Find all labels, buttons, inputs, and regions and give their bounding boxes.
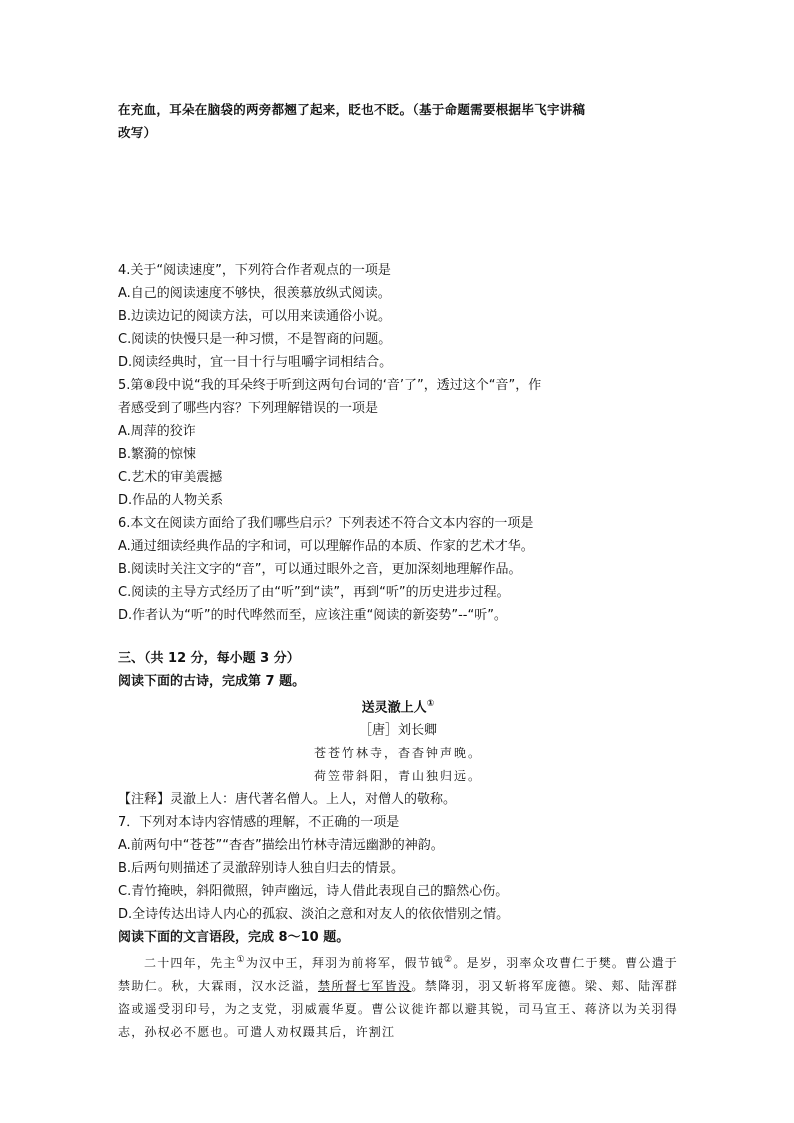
q4-option-b: B.边读边记的阅读方法，可以用来读通俗小说。 <box>118 309 392 324</box>
q7-option-c: C.青竹掩映，斜阳微照，钟声幽远，诗人借此表现自己的黯然心伤。 <box>118 884 509 900</box>
classical-passage <box>118 949 678 1044</box>
passage-part-1: 二十四年，先主 <box>144 956 237 971</box>
q7-option-b: B.后两句则描述了灵澈辞别诗人独自归去的情景。 <box>118 861 405 877</box>
q5-option-d: D.作品的人物关系 <box>118 493 224 508</box>
underlined-sentence: 禁所督七军皆没 <box>318 979 412 994</box>
q7-option-d: D.全诗传达出诗人内心的孤寂、淡泊之意和对友人的依依惜别之情。 <box>118 907 510 923</box>
passage-part-2: 为汉中王，拜羽为前将军，假节钺 <box>245 956 445 971</box>
spacer <box>118 627 678 647</box>
poem-instruction: 阅读下面的古诗，完成第 7 题。 <box>118 674 306 689</box>
poem-author: ［唐］刘长卿 <box>358 723 437 739</box>
poem-title <box>118 693 678 719</box>
top-text-line-2: 改写） <box>118 125 157 140</box>
question-5 <box>118 374 678 512</box>
passage-part-4: 。禁降羽，羽又斩将军庞德。梁、郏、陆浑群盗或遥受羽印号，为之支党，羽威震华夏。曹公议徙许都以避其锐，司马宣王、蒋济以为关羽得志，孙权必不愿也。可遣人劝权蹑其后，许割江 <box>118 979 678 1040</box>
q4-option-a: A.自己的阅读速度不够快，很羡慕放纵式阅读。 <box>118 286 391 301</box>
q6-option-c: C.阅读的主导方式经历了由“听”到“读”，再到“听”的历史进步过程。 <box>118 585 510 600</box>
poem-block <box>118 693 678 811</box>
q5-option-c: C.艺术的审美震撼 <box>118 470 223 485</box>
q6-option-a: A.通过细读经典作品的字和词，可以理解作品的本质、作家的艺术才华。 <box>118 539 534 554</box>
footnote-marker-2: ② <box>444 955 454 966</box>
q5-stem-line-2: 者感受到了哪些内容？下列理解错误的一项是 <box>118 401 379 416</box>
poem-line-2: 荷笠带斜阳，青山独归远。 <box>313 769 482 784</box>
q6-option-b: B.阅读时关注文字的“音”，可以通过眼外之音，更加深刻地理解作品。 <box>118 562 522 577</box>
poem-title-note-marker: ① <box>426 699 435 709</box>
q7-option-a: A.前两句中“苍苍”“杳杳”描绘出竹林寺清远幽渺的神韵。 <box>118 838 444 854</box>
passage-part-3: 。是岁，羽率众攻曹仁于樊。曹公遣于禁助仁。秋，大霖雨，汉水泛溢， <box>118 956 678 994</box>
poem-note: 【注释】灵澈上人：唐代著名僧人。上人，对僧人的敬称。 <box>118 792 457 808</box>
question-6 <box>118 512 678 627</box>
q5-stem-line-1: 5.第⑧段中说“我的耳朵终于听到这两句台词的‘音’了”，透过这个“音”，作 <box>118 378 542 393</box>
q7-stem: 7．下列对本诗内容情感的理解，不正确的一项是 <box>118 815 400 831</box>
top-text-line-1: 在充血，耳朵在脑袋的两旁都翘了起来，眨也不眨。（基于命题需要根据毕飞宇讲稿 <box>118 102 586 117</box>
question-4 <box>118 259 678 374</box>
q4-stem: 4.关于“阅读速度”，下列符合作者观点的一项是 <box>118 263 391 278</box>
q5-option-b: B.繁漪的惊悚 <box>118 447 197 462</box>
q4-option-d: D.阅读经典时，宜一目十行与咀嚼字词相结合。 <box>118 355 393 370</box>
spacer <box>118 144 678 259</box>
section-3-header: 三、（共 12 分，每小题 3 分） <box>118 651 300 666</box>
q6-stem: 6.本文在阅读方面给了我们哪些启示？下列表述不符合文本内容的一项是 <box>118 516 534 531</box>
q4-option-c: C.阅读的快慢只是一种习惯，不是智商的问题。 <box>118 332 392 347</box>
q5-option-a: A.周萍的狡诈 <box>118 424 196 439</box>
footnote-marker-1: ① <box>236 955 246 966</box>
poem-title-text: 送灵澈上人 <box>361 700 427 716</box>
q6-option-d: D.作者认为“听”的时代哗然而至，应该注重“阅读的新姿势”--“听”。 <box>118 608 507 623</box>
poem-line-1: 苍苍竹林寺，杳杳钟声晚。 <box>313 746 482 761</box>
question-7 <box>118 811 678 926</box>
classical-instruction: 阅读下面的文言语段，完成 8～10 题。 <box>118 930 350 946</box>
document-page <box>118 98 678 1044</box>
